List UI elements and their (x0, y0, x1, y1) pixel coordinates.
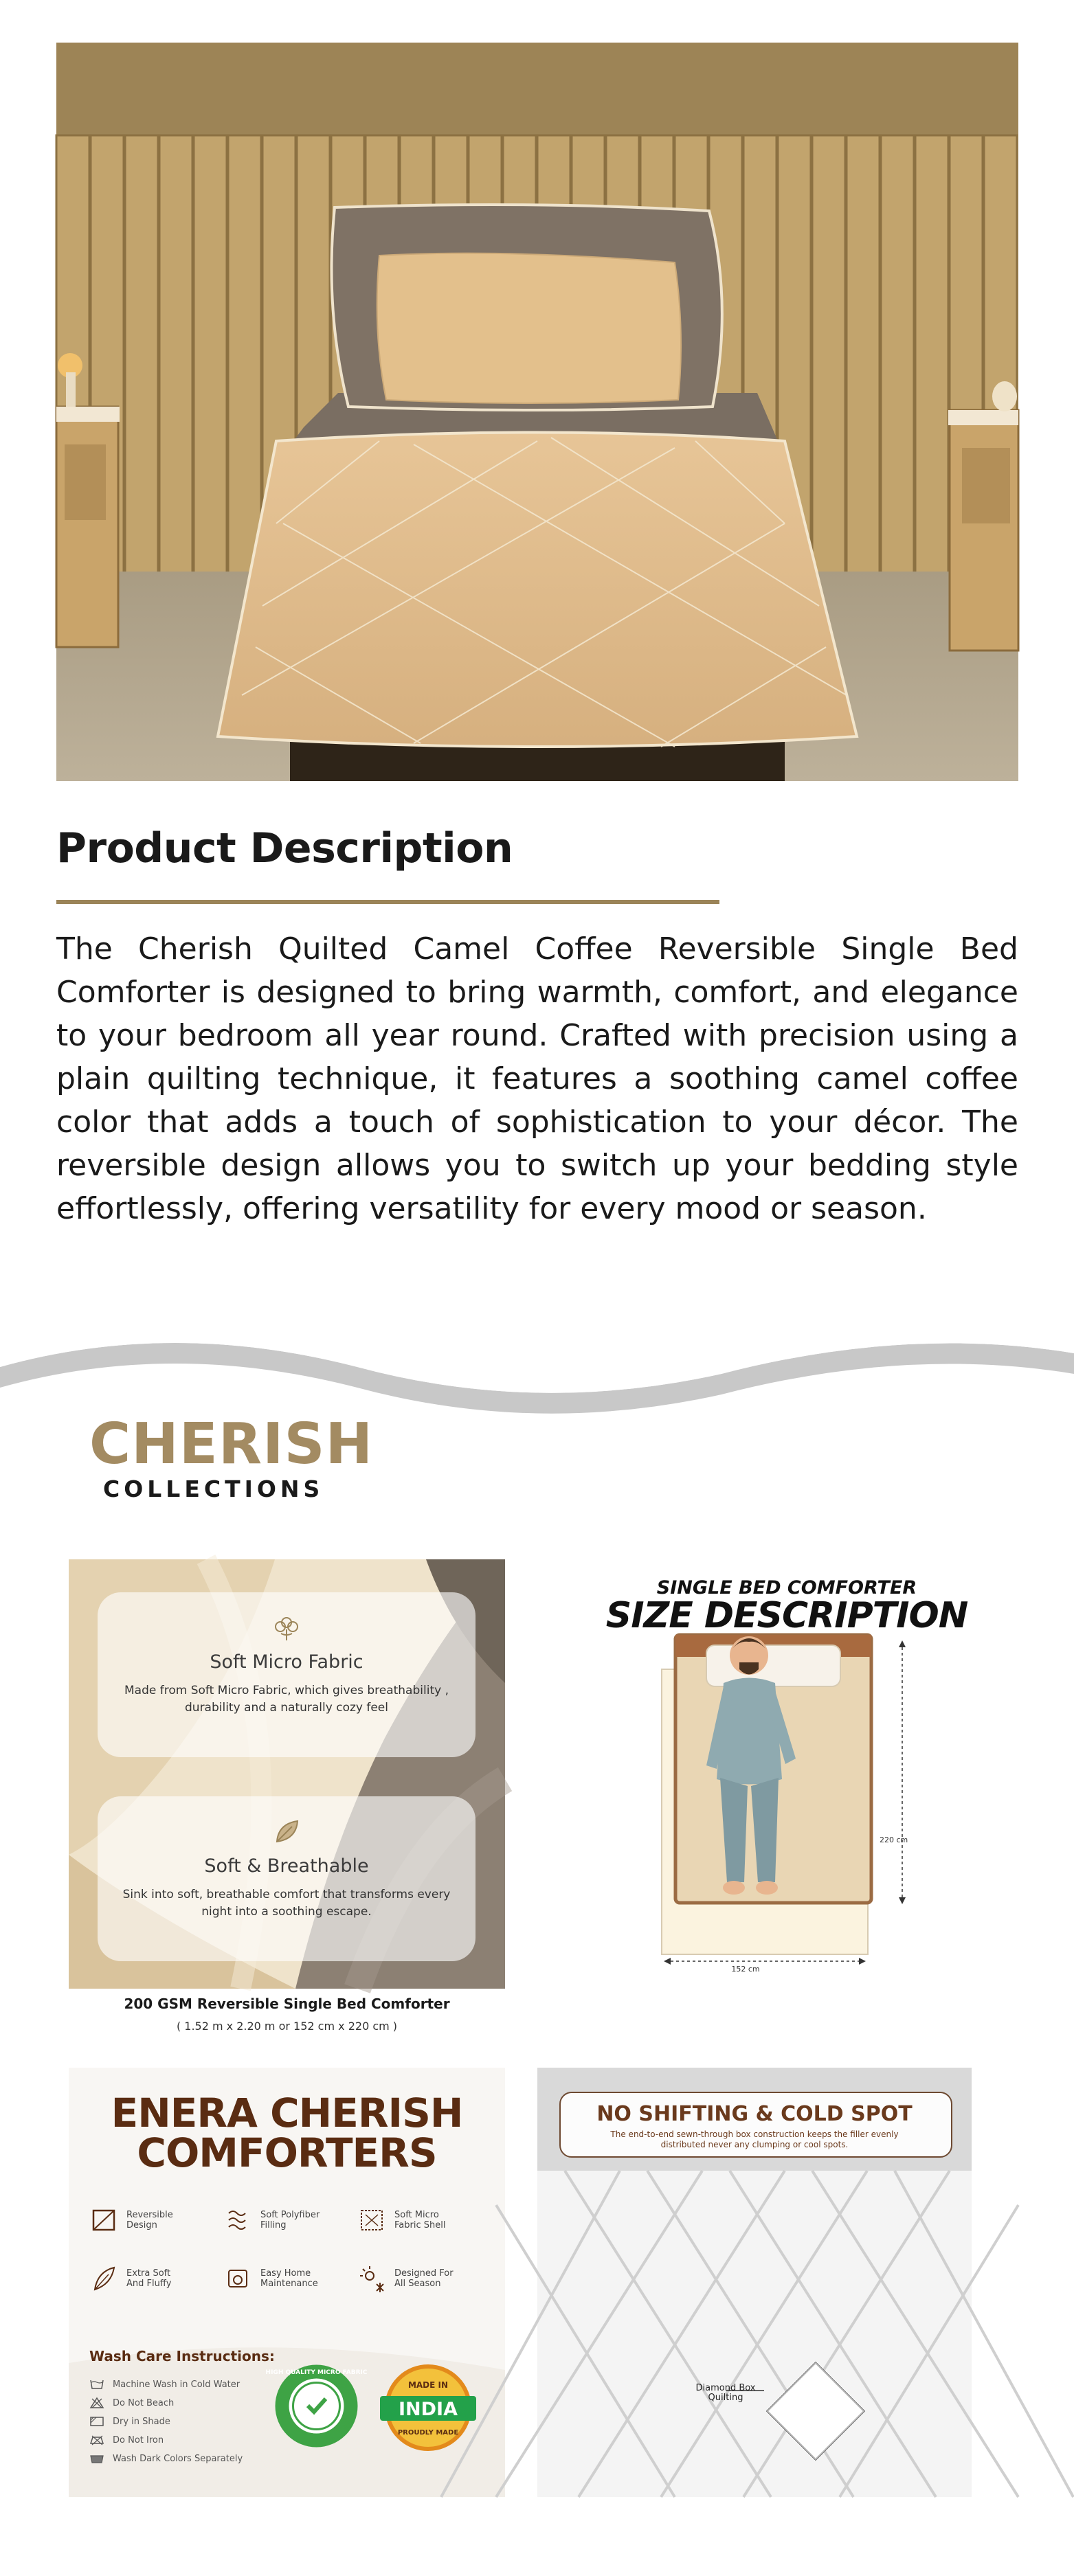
no-shifting-title: NO SHIFTING & COLD SPOT (596, 2102, 913, 2126)
made-in-india-badge (377, 2363, 480, 2452)
fabric-feature-card (69, 1559, 505, 1989)
wash-item-label: Do Not Iron (113, 2434, 164, 2445)
feature-text: Sink into soft, breathable comfort that transforms every night into a soothing escape. (122, 1888, 451, 1919)
hero-product-photo (56, 43, 1018, 781)
feature-title: Soft & Breathable (204, 1855, 369, 1877)
brand-logo-subtitle: COLLECTIONS (103, 1476, 324, 1502)
wash-item-label: Do Not Beach (113, 2397, 175, 2408)
width-dimension-label: 152 cm (731, 1965, 760, 1974)
bedroom-illustration (56, 43, 1018, 781)
wash-item (89, 2434, 164, 2445)
comforter-size-caption: ( 1.52 m x 2.20 m or 152 cm x 220 cm ) (176, 2020, 398, 2033)
wash-item-label: Machine Wash in Cold Water (113, 2379, 240, 2390)
badge-text: HIGH QUALITY MICRO FABRIC (265, 2369, 368, 2376)
feature-polyfiber (223, 2205, 322, 2235)
badge-india-bottom: PROUDLY MADE (397, 2429, 459, 2437)
badge-india-text: INDIA (399, 2399, 458, 2420)
wash-item (89, 2416, 170, 2427)
feature-box-soft-breathable (98, 1796, 476, 1961)
no-iron-icon (89, 2434, 104, 2445)
sun-snow-icon (357, 2263, 388, 2294)
wash-item (89, 2397, 174, 2408)
cotton-flower-icon (271, 1613, 302, 1643)
fabric-shell-icon (357, 2205, 388, 2235)
feature-easy-care (223, 2263, 322, 2294)
feature-reversible (89, 2205, 188, 2235)
wash-item (89, 2453, 243, 2464)
feature-label: Designed For All Season (394, 2268, 454, 2289)
leaf-icon (271, 1817, 302, 1847)
feature-label: Easy Home Maintenance (260, 2268, 318, 2289)
wash-item-label: Wash Dark Colors Separately (113, 2453, 243, 2464)
height-dimension-label: 220 cm (880, 1835, 908, 1844)
feature-label: Soft Micro Fabric Shell (394, 2210, 446, 2230)
feature-text: Made from Soft Micro Fabric, which gives breathability , durability and a naturally cozy feel (124, 1684, 449, 1715)
reversible-icon (89, 2205, 120, 2235)
badge-india-top: MADE IN (407, 2380, 449, 2390)
size-heading-large: SIZE DESCRIPTION (605, 1595, 968, 1636)
enera-title-line-2: COMFORTERS (137, 2129, 437, 2176)
no-bleach-icon (89, 2397, 104, 2408)
polyfiber-icon (223, 2205, 254, 2235)
feature-box-soft-micro-fabric (98, 1592, 476, 1757)
diamond-box-quilting-label: Diamond Box Quilting (695, 2383, 756, 2403)
wash-item (89, 2379, 240, 2390)
product-description-title: Product Description (56, 824, 513, 872)
brand-logo-wordmark: CHERISH (89, 1412, 374, 1477)
feature-label: Reversible Design (126, 2210, 173, 2230)
wash-dark-icon (89, 2453, 104, 2464)
feature-label: Soft Polyfiber Filling (260, 2210, 320, 2230)
feature-extra-soft (89, 2263, 188, 2294)
feature-all-season (357, 2263, 456, 2294)
feature-fabric-shell (357, 2205, 456, 2235)
title-underline-divider (56, 900, 719, 904)
feature-label: Extra Soft And Fluffy (126, 2268, 172, 2289)
feather-icon (89, 2263, 120, 2294)
feature-title: Soft Micro Fabric (210, 1651, 363, 1673)
no-shifting-subtitle: The end-to-end sewn-through box construction keeps the filler evenly distributed never any clumping or cool spots. (610, 2129, 899, 2149)
size-heading-small: SINGLE BED COMFORTER (656, 1577, 917, 1598)
wash-item-label: Dry in Shade (113, 2416, 170, 2427)
wash-care-title: Wash Care Instructions: (89, 2348, 275, 2364)
home-care-icon (223, 2263, 254, 2294)
high-quality-badge (265, 2363, 368, 2449)
enera-title-line-1: ENERA CHERISH (111, 2090, 463, 2136)
comforter-caption: 200 GSM Reversible Single Bed Comforter (124, 1996, 450, 2012)
machine-wash-icon (89, 2379, 104, 2390)
dry-shade-icon (89, 2416, 104, 2427)
product-description-text: The Cherish Quilted Camel Coffee Reversible Single Bed Comforter is designed to bring warmth, comfort, and elegance to your bedroom all year round. Crafted with precision using a plain quilting technique, it features a soothing camel coffee color that adds a touch of sophistication to your décor. The reversible design allows you to switch up your bedding style effortlessly, offering versatility for every mood or season. (56, 931, 1018, 1226)
